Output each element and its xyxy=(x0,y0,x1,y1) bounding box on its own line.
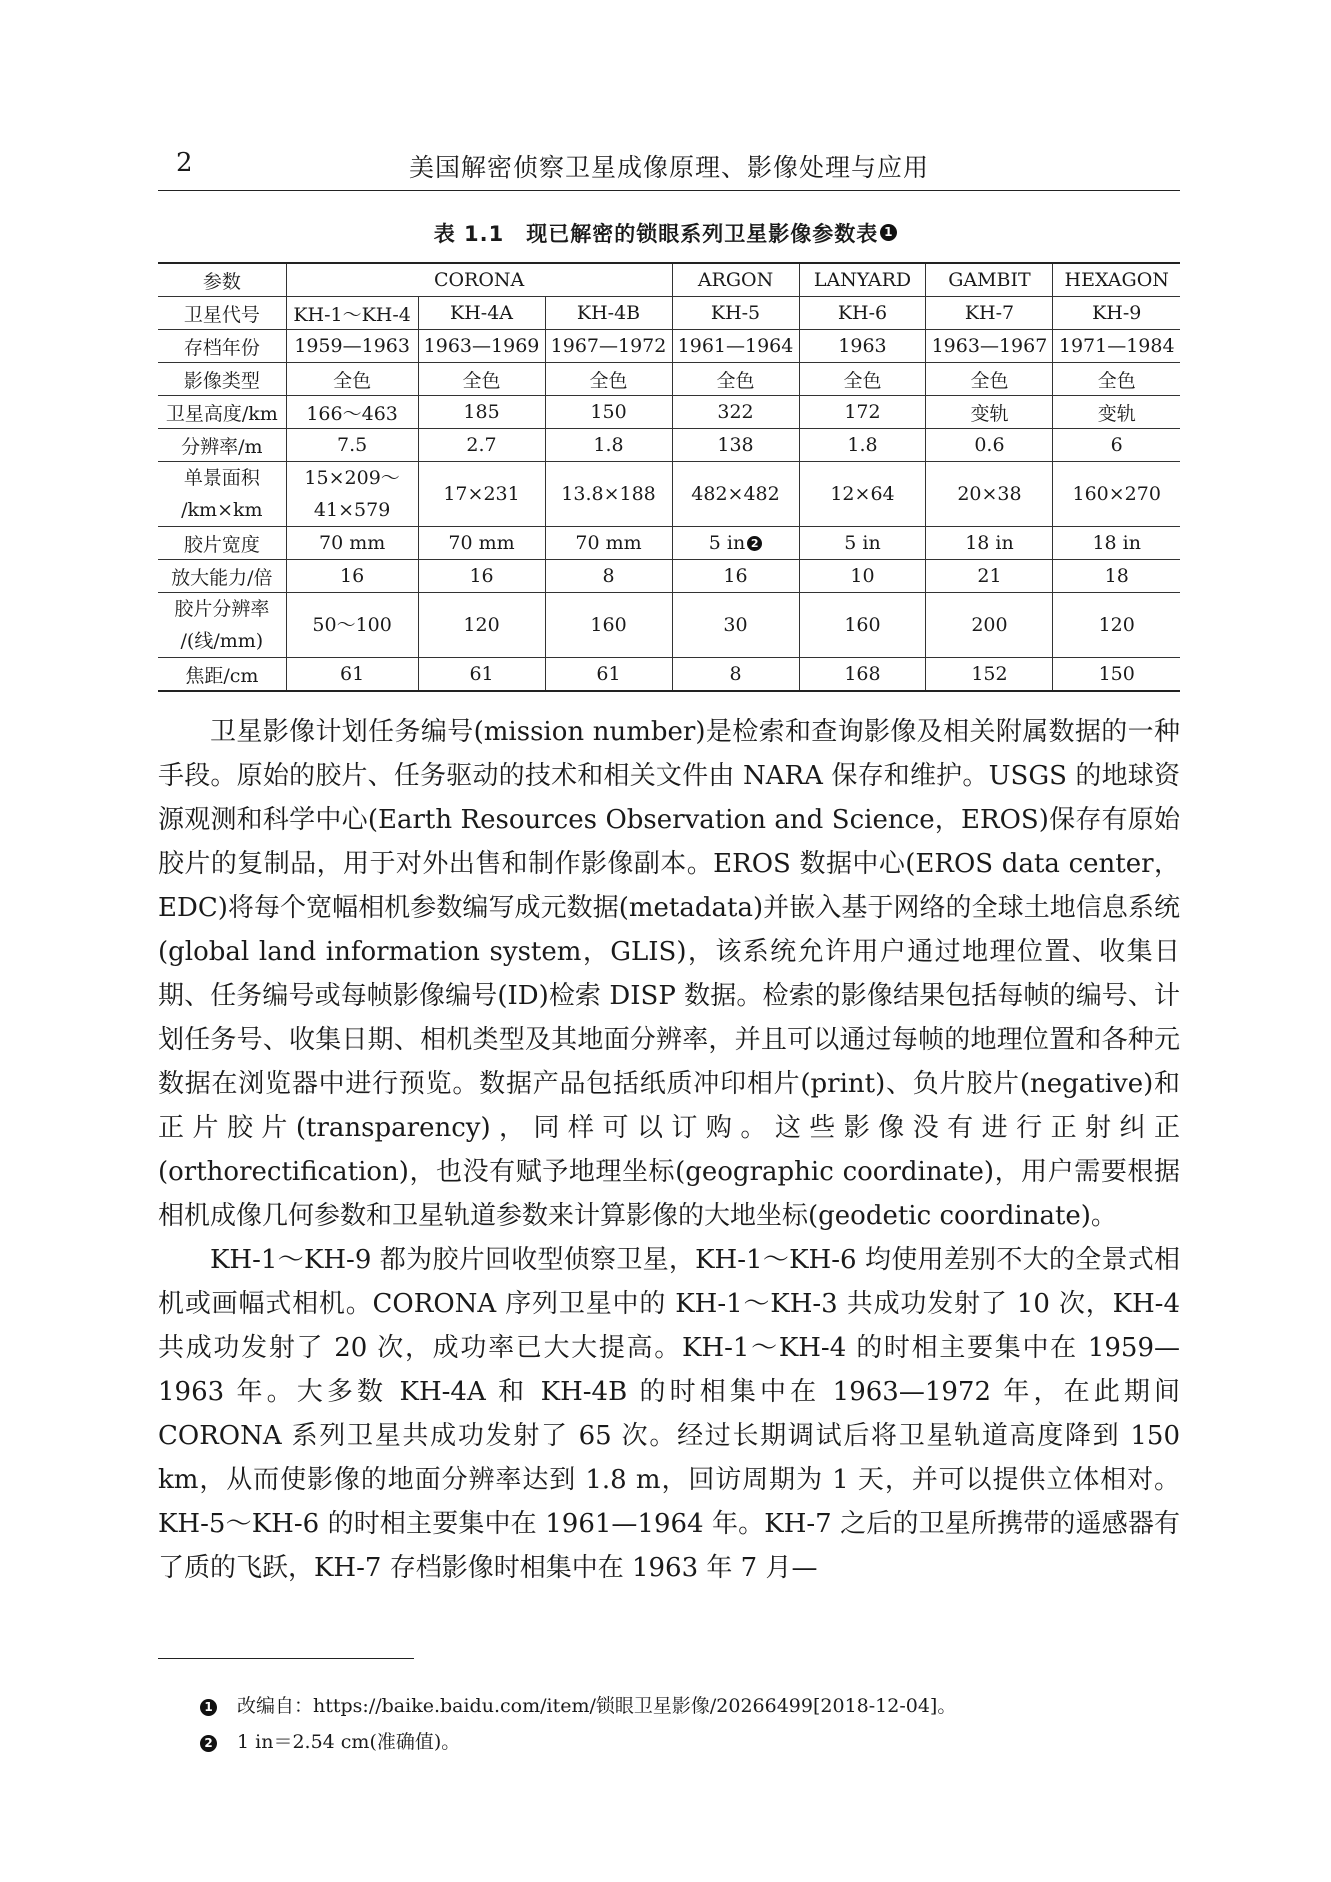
row-label xyxy=(158,462,286,527)
table-cell: 166～463 xyxy=(286,396,418,429)
row-label-line: /(线/mm) xyxy=(180,630,264,652)
table-cell: 1959—1963 xyxy=(286,330,418,363)
table-cell xyxy=(672,527,799,560)
table-cell: KH-9 xyxy=(1053,297,1180,330)
table-cell: 全色 xyxy=(418,363,545,396)
table-cell: 61 xyxy=(418,658,545,692)
paragraph: 卫星影像计划任务编号(mission number)是检索和查询影像及相关附属数据的一种手段。原始的胶片、任务驱动的技术和相关文件由 NARA 保存和维护。USGS 的地球资源观测和科学中心(Earth Resources Observation and Science，EROS)保存有原始胶片的复制品，用于对外出售和制作影像副本。EROS 数据中心(EROS data center，EDC)将每个宽幅相机参数编写成元数据(metadata)并嵌入基于网络的全球土地信息系统(global land information system，GLIS)，该系统允许用户通过地理位置、收集日期、任务编号或每帧影像编号(ID)检索 DISP 数据。检索的影像结果包括每帧的编号、计划任务号、收集日期、相机类型及其地面分辨率，并且可以通过每帧的地理位置和各种元数据在浏览器中进行预览。数据产品包括纸质冲印相片(print)、负片胶片(negative)和正片胶片(transparency)，同样可以订购。这些影像没有进行正射纠正(orthorectification)，也没有赋予地理坐标(geographic coordinate)，用户需要根据相机成像几何参数和卫星轨道参数来计算影像的大地坐标(geodetic coordinate)。 xyxy=(158,717,1180,1231)
table-cell: KH-4A xyxy=(418,297,545,330)
paragraph: KH-1～KH-9 都为胶片回收型侦察卫星，KH-1～KH-6 均使用差别不大的全景式相机或画幅式相机。CORONA 序列卫星中的 KH-1～KH-3 共成功发射了 10 次，KH-4 共成功发射了 20 次，成功率已大大提高。KH-1～KH-4 的时相主要集中在 1959—1963 年。大多数 KH-4A 和 KH-4B 的时相集中在 1963—1972 年，在此期间 CORONA 系列卫星共成功发射了 65 次。经过长期调试后将卫星轨道高度降到 150 km，从而使影像的地面分辨率达到 1.8 m，回访周期为 1 天，并可以提供立体相对。KH-5～KH-6 的时相主要集中在 1961—1964 年。KH-7 之后的卫星所携带的遥感器有了质的飞跃，KH-7 存档影像时相集中在 1963 年 7 月— xyxy=(158,1245,1180,1583)
table-cell: 138 xyxy=(672,429,799,462)
row-label: 放大能力/倍 xyxy=(158,560,286,593)
footnotes xyxy=(200,1688,956,1760)
table-cell: 变轨 xyxy=(926,396,1053,429)
table-cell: 7.5 xyxy=(286,429,418,462)
table-cell: 10 xyxy=(799,560,926,593)
table-cell: 150 xyxy=(1053,658,1180,692)
table-cell: 160 xyxy=(799,593,926,658)
table-cell: 变轨 xyxy=(1053,396,1180,429)
table-cell: 21 xyxy=(926,560,1053,593)
table-cell: 18 in xyxy=(1053,527,1180,560)
table-cell: 150 xyxy=(545,396,672,429)
header-cell: CORONA xyxy=(286,263,672,297)
table-row xyxy=(158,330,1180,363)
table-cell: 120 xyxy=(418,593,545,658)
table-row xyxy=(158,560,1180,593)
footnote-divider xyxy=(158,1658,414,1659)
table-cell: 16 xyxy=(672,560,799,593)
table-cell: KH-6 xyxy=(799,297,926,330)
table-cell: 全色 xyxy=(545,363,672,396)
table-cell xyxy=(286,462,418,527)
header-cell: 参数 xyxy=(158,263,286,297)
table-row-film-resolution xyxy=(158,593,1180,658)
table-cell: KH-5 xyxy=(672,297,799,330)
table-cell: 1963 xyxy=(799,330,926,363)
table-row xyxy=(158,297,1180,330)
cell-value: 5 in xyxy=(708,532,746,554)
table-cell: 1963—1967 xyxy=(926,330,1053,363)
table-cell: 70 mm xyxy=(545,527,672,560)
footnote-2 xyxy=(200,1724,956,1760)
cell-line: 15×209～ xyxy=(304,467,400,489)
table-cell: 168 xyxy=(799,658,926,692)
table-cell: 200 xyxy=(926,593,1053,658)
table-cell: 1961—1964 xyxy=(672,330,799,363)
table-cell: 全色 xyxy=(926,363,1053,396)
table-cell: 322 xyxy=(672,396,799,429)
table-cell: 全色 xyxy=(286,363,418,396)
table-cell: 1963—1969 xyxy=(418,330,545,363)
table-cell: 全色 xyxy=(799,363,926,396)
body-text xyxy=(158,710,1180,1590)
table-cell: 6 xyxy=(1053,429,1180,462)
table-cell: 12×64 xyxy=(799,462,926,527)
table-cell: 8 xyxy=(672,658,799,692)
page-number: 2 xyxy=(176,148,193,178)
row-label: 影像类型 xyxy=(158,363,286,396)
header-cell: GAMBIT xyxy=(926,263,1053,297)
table-cell: 0.6 xyxy=(926,429,1053,462)
table-cell: 16 xyxy=(418,560,545,593)
table-cell: 1.8 xyxy=(799,429,926,462)
table-cell: 172 xyxy=(799,396,926,429)
row-label xyxy=(158,593,286,658)
row-label-line: /km×km xyxy=(181,499,263,521)
row-label: 卫星代号 xyxy=(158,297,286,330)
table-cell: 61 xyxy=(545,658,672,692)
running-header xyxy=(158,138,1180,191)
table-cell: 1971—1984 xyxy=(1053,330,1180,363)
satellite-parameter-table xyxy=(158,262,1180,692)
running-title: 美国解密侦察卫星成像原理、影像处理与应用 xyxy=(408,153,929,182)
footnote-2-text: 1 in＝2.54 cm(准确值)。 xyxy=(237,1731,461,1753)
table-caption xyxy=(0,218,1331,248)
table-cell: 1.8 xyxy=(545,429,672,462)
table-cell: 61 xyxy=(286,658,418,692)
footnote-2-mark: 2 xyxy=(200,1735,217,1752)
row-label: 胶片宽度 xyxy=(158,527,286,560)
table-cell: 17×231 xyxy=(418,462,545,527)
header-cell: ARGON xyxy=(672,263,799,297)
table-cell: 8 xyxy=(545,560,672,593)
header-cell: LANYARD xyxy=(799,263,926,297)
table-caption-text: 表 1.1 现已解密的锁眼系列卫星影像参数表 xyxy=(433,222,879,246)
footnote-1-mark: 1 xyxy=(200,1699,217,1716)
table-cell: 50～100 xyxy=(286,593,418,658)
row-label: 焦距/cm xyxy=(158,658,286,692)
footnote-1 xyxy=(200,1688,956,1724)
table-row-area xyxy=(158,462,1180,527)
table-cell: 120 xyxy=(1053,593,1180,658)
footnote-1-marker[interactable]: 1 xyxy=(880,224,897,241)
table-cell: 70 mm xyxy=(418,527,545,560)
table-cell: 482×482 xyxy=(672,462,799,527)
table-cell: 30 xyxy=(672,593,799,658)
row-label-line: 单景面积 xyxy=(183,467,260,489)
row-label: 分辨率/m xyxy=(158,429,286,462)
table-cell: 2.7 xyxy=(418,429,545,462)
table-row xyxy=(158,396,1180,429)
cell-line: 41×579 xyxy=(313,499,391,521)
table-cell: 5 in xyxy=(799,527,926,560)
row-label: 存档年份 xyxy=(158,330,286,363)
table-row xyxy=(158,527,1180,560)
header-cell: HEXAGON xyxy=(1053,263,1180,297)
table-row xyxy=(158,658,1180,692)
table-row xyxy=(158,363,1180,396)
row-label-line: 胶片分辨率 xyxy=(174,598,270,620)
table-row xyxy=(158,429,1180,462)
table-cell: 160 xyxy=(545,593,672,658)
table-cell: 185 xyxy=(418,396,545,429)
table-cell: 16 xyxy=(286,560,418,593)
table-cell: 152 xyxy=(926,658,1053,692)
table-cell: KH-7 xyxy=(926,297,1053,330)
table-cell: 全色 xyxy=(1053,363,1180,396)
table-cell: 全色 xyxy=(672,363,799,396)
table-cell: 70 mm xyxy=(286,527,418,560)
table-cell: 13.8×188 xyxy=(545,462,672,527)
table-cell: 18 xyxy=(1053,560,1180,593)
table-cell: 18 in xyxy=(926,527,1053,560)
table-header-row xyxy=(158,263,1180,297)
row-label: 卫星高度/km xyxy=(158,396,286,429)
table-cell: KH-4B xyxy=(545,297,672,330)
table-cell: KH-1～KH-4 xyxy=(286,297,418,330)
table-cell: 160×270 xyxy=(1053,462,1180,527)
footnote-2-marker[interactable]: 2 xyxy=(747,536,762,551)
table-cell: 20×38 xyxy=(926,462,1053,527)
table-cell: 1967—1972 xyxy=(545,330,672,363)
footnote-1-text: 改编自：https://baike.baidu.com/item/锁眼卫星影像/20266499[2018-12-04]。 xyxy=(237,1695,957,1717)
